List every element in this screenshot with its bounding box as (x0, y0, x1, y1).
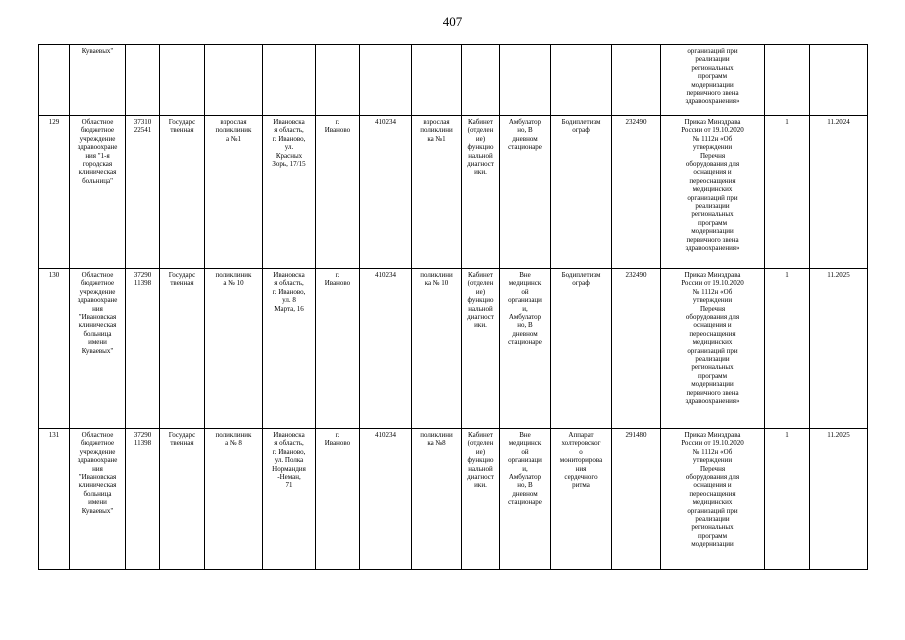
cell-oktmo: 410234 (360, 429, 412, 570)
cell-org-name: Кувaевых" (70, 45, 126, 116)
cell-ownership: Государс твенная (160, 269, 205, 429)
cell-quantity: 1 (765, 269, 810, 429)
table-row (39, 45, 868, 116)
cell-address: Ивановска я область, г. Иваново, ул. Красных Зорь, 17/15 (263, 116, 316, 269)
cell-quantity: 1 (765, 116, 810, 269)
cell-cabinet: Кабинет (отделен ие) функцио нальной диагност ики. (462, 269, 500, 429)
cell-num (39, 45, 70, 116)
cell-unit: взрослая поликлиник а №1 (205, 116, 263, 269)
table-row (39, 429, 868, 570)
cell-normative-doc: Приказ Минздрава России от 19.10.2020 № 1112н «Об утверждении Перечня оборудования для оснащения и переоснащения медицинских организаций при реализации региональных программ модернизации первичного звена здравоохранения» (661, 269, 765, 429)
cell-conditions: Вне медицинск ой организаци и, Амбулатор но, В дневном стационаре (500, 429, 551, 570)
cell-quantity: 1 (765, 429, 810, 570)
cell-ownership: Государс твенная (160, 116, 205, 269)
cell-oktmo: 410234 (360, 269, 412, 429)
cell-city: г. Иваново (316, 269, 360, 429)
cell-cabinet: Кабинет (отделен ие) функцио нальной диагност ики. (462, 429, 500, 570)
cell-code: 232490 (612, 269, 661, 429)
cell-equipment: Аппарат холтеровског о мониторирова ния сердечного ритма (551, 429, 612, 570)
cell-city: г. Иваново (316, 116, 360, 269)
cell-code: 291480 (612, 429, 661, 570)
cell-oktmo: 410234 (360, 116, 412, 269)
cell-num: 131 (39, 429, 70, 570)
cell-code: 232490 (612, 116, 661, 269)
cell-date: 11.2024 (810, 116, 868, 269)
cell-normative-doc: организаций при реализации региональных программ модернизации первичного звена здравоохранения» (661, 45, 765, 116)
cell-org-name: Областное бюджетное учреждение здравоохране ния "Ивановская клиническая больница имени Куваевых" (70, 269, 126, 429)
cell-department: поликлини ка № 10 (412, 269, 462, 429)
cell-address: Ивановска я область, г. Иваново, ул. 8 Марта, 16 (263, 269, 316, 429)
cell-num: 129 (39, 116, 70, 269)
page-number: 407 (442, 14, 463, 29)
cell-conditions: Амбулатор но, В дневном стационаре (500, 116, 551, 269)
cell-equipment: Бодиплетизм ограф (551, 116, 612, 269)
cell-department: взрослая поликлини ка №1 (412, 116, 462, 269)
cell-unit: поликлиник а № 8 (205, 429, 263, 570)
cell-date: 11.2025 (810, 429, 868, 570)
cell-normative-doc: Приказ Минздрава России от 19.10.2020 № 1112н «Об утверждении Перечня оборудования для оснащения и переоснащения медицинских организаций при реализации региональных программ модернизации первичного звена здравоохранения» (661, 116, 765, 269)
cell-date: 11.2025 (810, 269, 868, 429)
cell-org-name: Областное бюджетное учреждение здравоохране ния "1-я городская клиническая больница" (70, 116, 126, 269)
cell-org-name: Областное бюджетное учреждение здравоохране ния "Ивановская клиническая больница имени Куваевых" (70, 429, 126, 570)
cell-inn: 37290 11398 (126, 429, 160, 570)
cell-conditions: Вне медицинск ой организаци и, Амбулатор но, В дневном стационаре (500, 269, 551, 429)
table-row (39, 269, 868, 429)
table-row (39, 116, 868, 269)
cell-num: 130 (39, 269, 70, 429)
cell-inn: 37290 11398 (126, 269, 160, 429)
cell-inn: 37310 22541 (126, 116, 160, 269)
cell-ownership: Государс твенная (160, 429, 205, 570)
cell-city: г. Иваново (316, 429, 360, 570)
cell-unit: поликлиник а № 10 (205, 269, 263, 429)
equipment-table (38, 44, 868, 570)
cell-normative-doc: Приказ Минздрава России от 19.10.2020 № 1112н «Об утверждении Перечня оборудования для оснащения и переоснащения медицинских организаций при реализации региональных программ модернизации (661, 429, 765, 570)
cell-department: поликлини ка №8 (412, 429, 462, 570)
cell-equipment: Бодиплетизм ограф (551, 269, 612, 429)
cell-cabinet: Кабинет (отделен ие) функцио нальной диагност ики. (462, 116, 500, 269)
cell-address: Ивановска я область, г. Иваново, ул. Полка Нормандия -Неман, 71 (263, 429, 316, 570)
